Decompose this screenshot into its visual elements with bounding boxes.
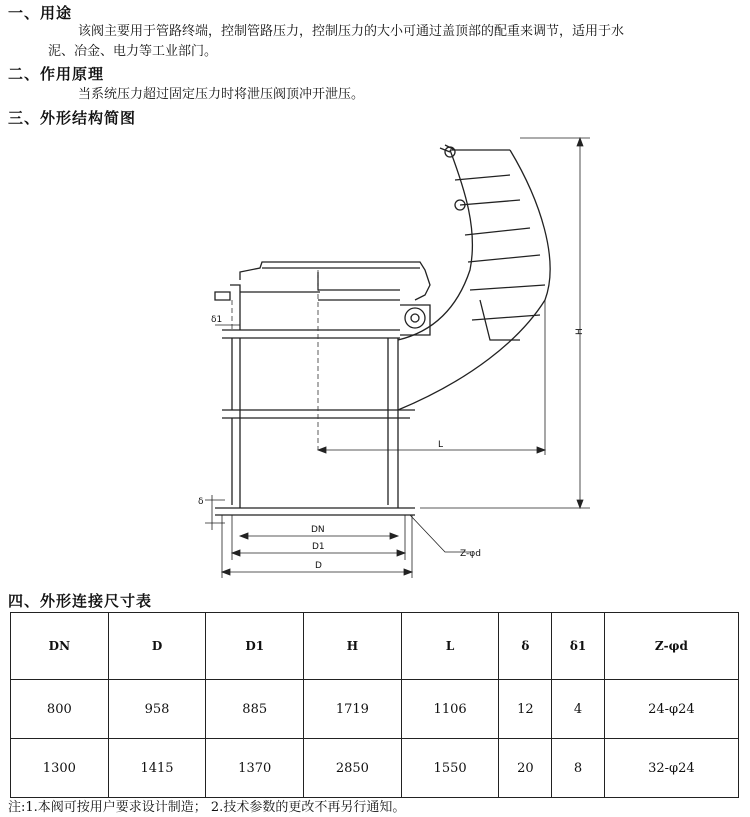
table-row <box>11 680 739 739</box>
valve-structure-drawing <box>0 120 750 585</box>
usage-text-line2: 泥、冶金、电力等工业部门。 <box>48 44 218 59</box>
col-delta: δ <box>499 613 552 680</box>
section-title-drawing: 三、外形结构简图 <box>8 109 137 127</box>
cell: 12 <box>499 680 552 739</box>
label-H: H <box>575 328 585 335</box>
col-l: L <box>401 613 499 680</box>
col-d: D <box>108 613 206 680</box>
cell: 1415 <box>108 739 206 798</box>
label-Zd: Z-φd <box>460 549 481 559</box>
col-h: H <box>304 613 402 680</box>
cell: 1300 <box>11 739 109 798</box>
col-dn: DN <box>11 613 109 680</box>
section-title-usage: 一、用途 <box>8 4 73 22</box>
col-d1: D1 <box>206 613 304 680</box>
cell: 24-φ24 <box>604 680 738 739</box>
cell: 1106 <box>401 680 499 739</box>
table-header-row <box>11 613 739 680</box>
col-zd: Z-φd <box>604 613 738 680</box>
label-L: L <box>438 440 444 450</box>
cell: 20 <box>499 739 552 798</box>
cell: 1719 <box>304 680 402 739</box>
cell: 1370 <box>206 739 304 798</box>
label-delta: δ <box>198 497 204 507</box>
label-delta1: δ1 <box>211 315 223 325</box>
cell: 32-φ24 <box>604 739 738 798</box>
cell: 2850 <box>304 739 402 798</box>
cell: 1550 <box>401 739 499 798</box>
label-D: D <box>315 561 322 571</box>
footnote: 注:1.本阀可按用户要求设计制造； 2.技术参数的更改不再另行通知。 <box>8 800 406 815</box>
cell: 885 <box>206 680 304 739</box>
section-title-principle: 二、作用原理 <box>8 65 105 83</box>
cell: 958 <box>108 680 206 739</box>
label-D1: D1 <box>312 542 325 552</box>
principle-text: 当系统压力超过固定压力时将泄压阀顶冲开泄压。 <box>78 87 365 102</box>
usage-text-line1: 该阀主要用于管路终端，控制管路压力，控制压力的大小可通过盖顶部的配重来调节，适用于水 <box>78 24 625 39</box>
col-delta1: δ1 <box>552 613 604 680</box>
cell: 800 <box>11 680 109 739</box>
cell: 4 <box>552 680 604 739</box>
dimension-table <box>10 612 739 798</box>
cell: 8 <box>552 739 604 798</box>
table-row <box>11 739 739 798</box>
label-DN: DN <box>311 525 325 535</box>
section-title-dimension-table: 四、外形连接尺寸表 <box>8 592 153 610</box>
